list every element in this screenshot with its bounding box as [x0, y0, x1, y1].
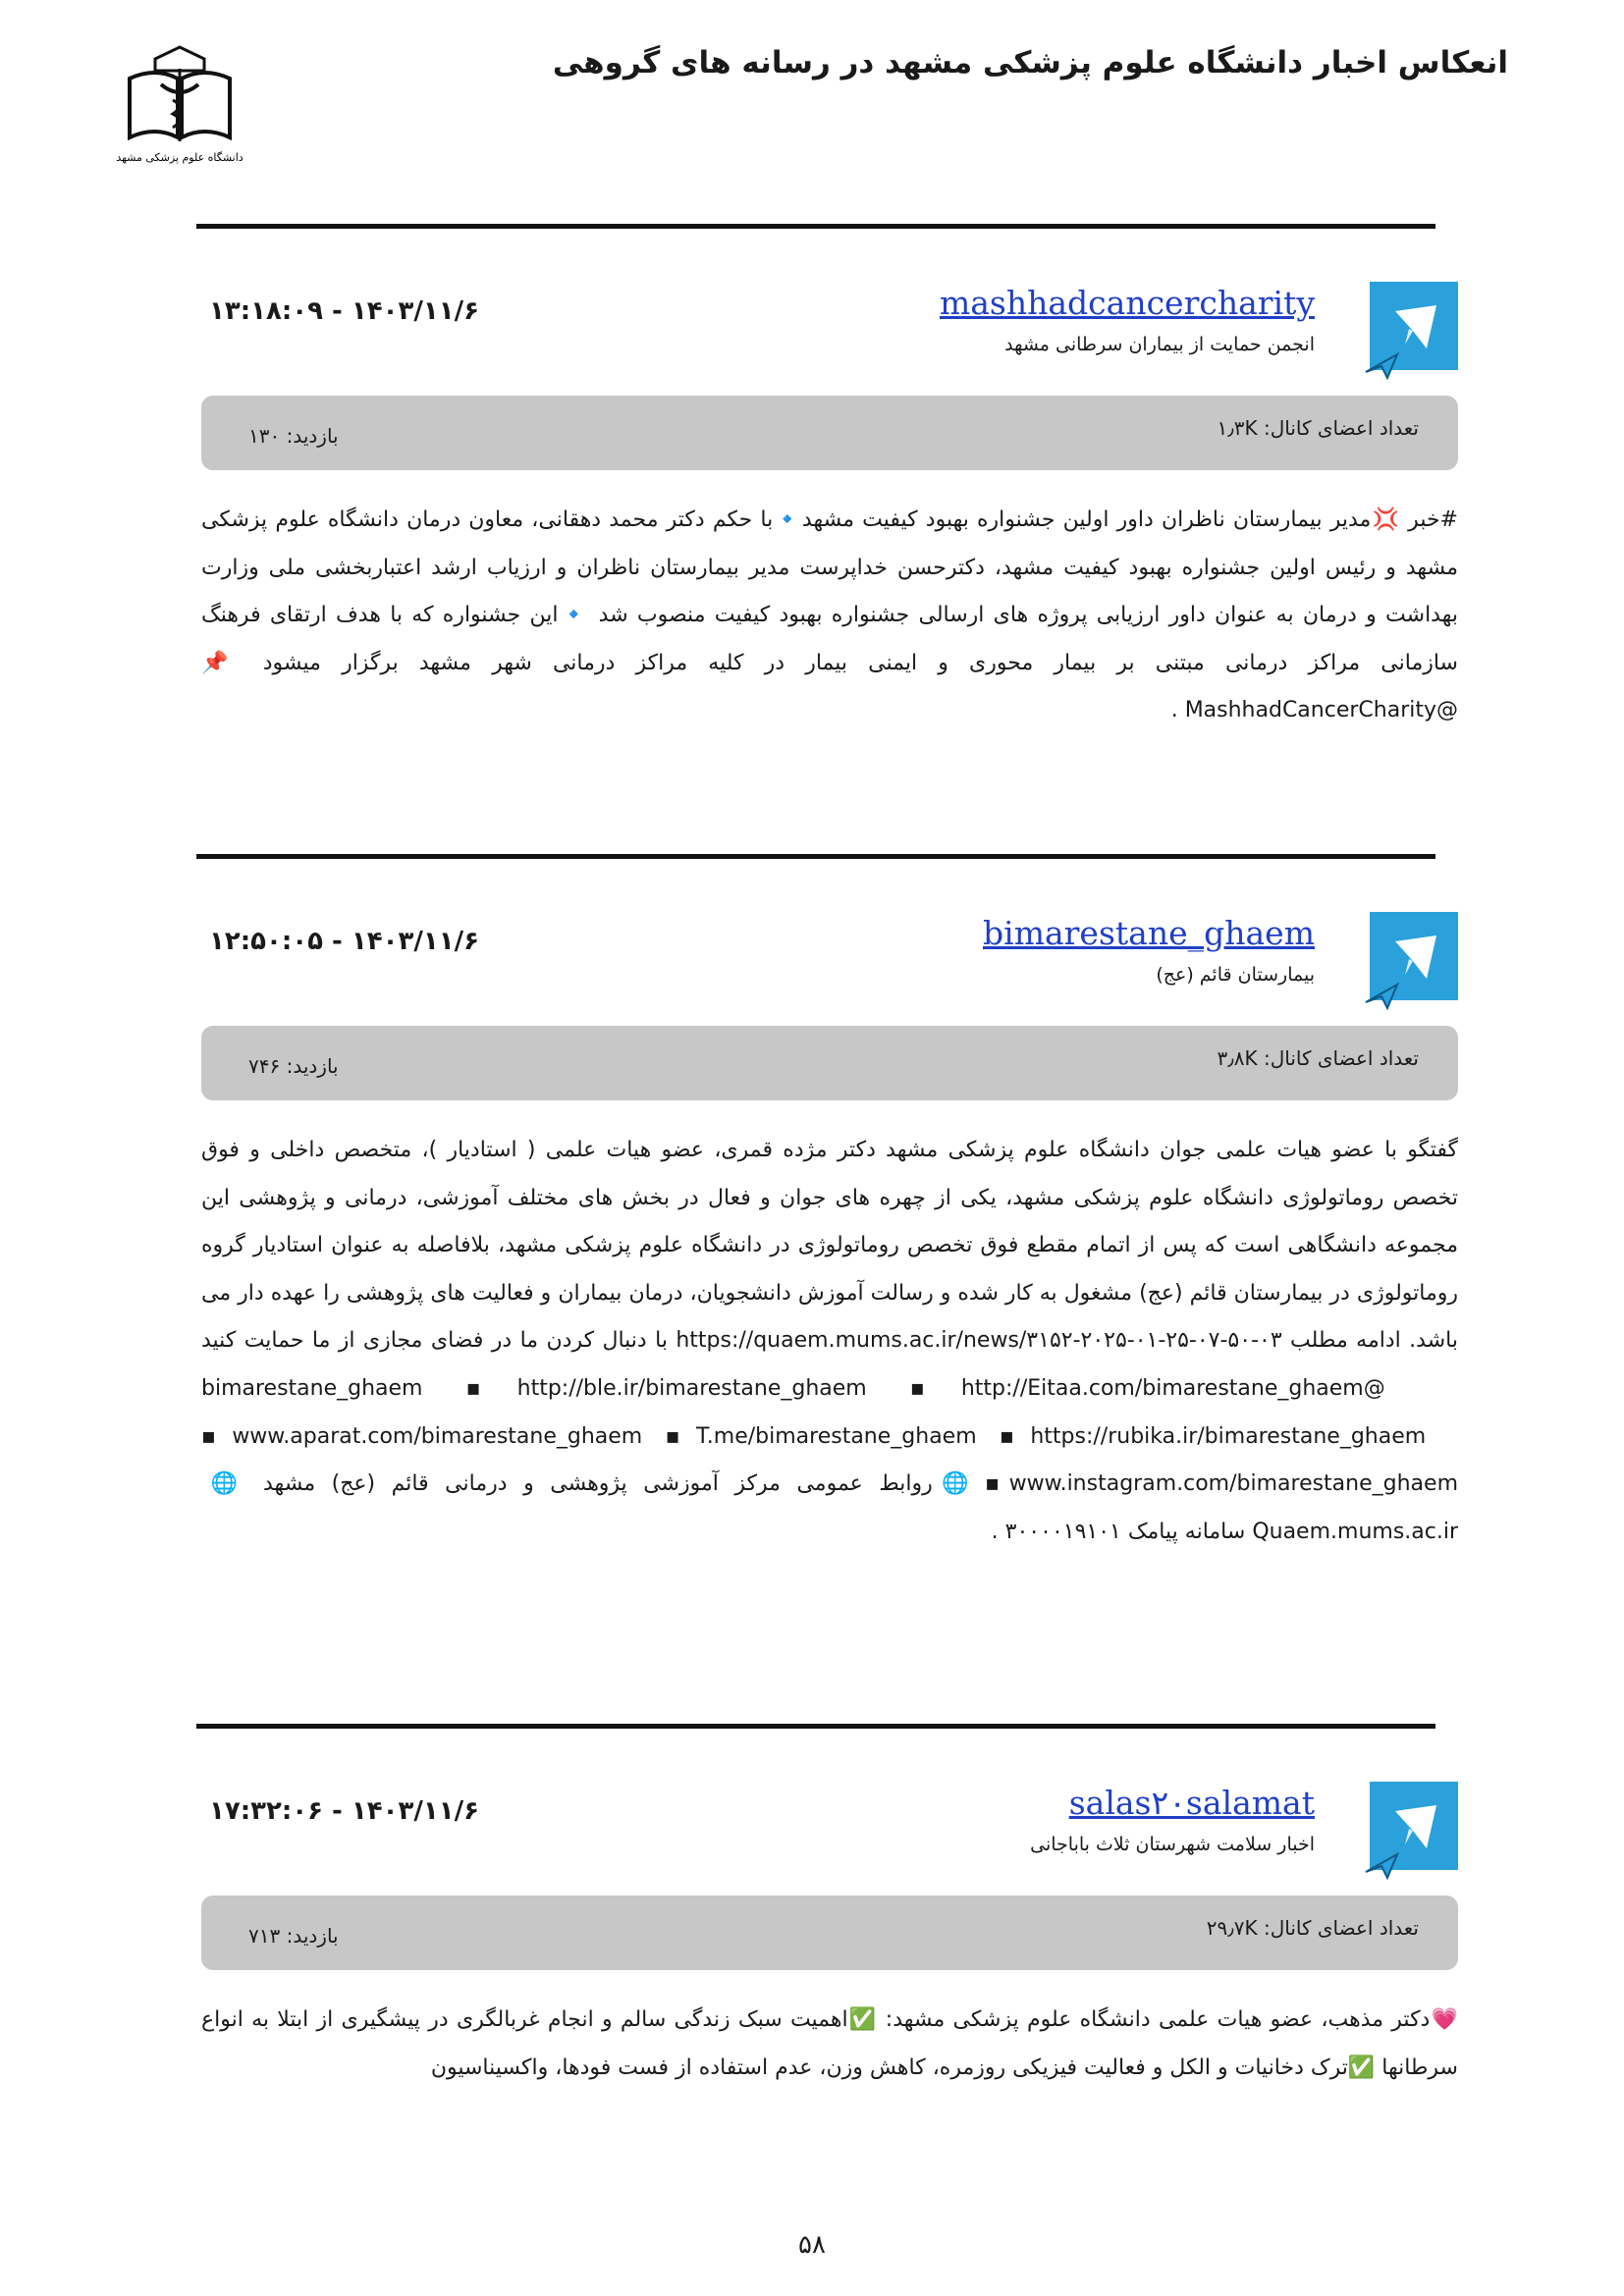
post-datetime: ۱۳:۱۸:۰۹ - ۱۴۰۳/۱۱/۶ — [209, 296, 479, 326]
post-card — [0, 854, 1624, 1561]
post-body: #خبر 💢مدیر بیمارستان ناظران داور اولین جشنواره بهبود کیفیت مشهد🔹با حکم دکتر محمد دهقانی، معاون درمان دانشگاه علوم پزشکی مشهد و رئیس اولین جشنواره بهبود کیفیت مشهد، دکترحسن خداپرست مدیر بیمارستان ناظران و ارزیاب ارشد اعتباربخشی ملی وزارت بهداشت و درمان به عنوان داور ارزیابی پروژه های ارسالی جشنواره بهبود کیفیت منصوب شد 🔹این جشنواره که با هدف ارتقای فرهنگ سازمانی مراکز درمانی مبتنی بر بیمار محوری و ایمنی بیمار در کلیه مراکز درمانی شهر مشهد برگزار میشود 📌@MashhadCancerCharity . — [201, 507, 1458, 723]
post-datetime: ۱۲:۵۰:۰۵ - ۱۴۰۳/۱۱/۶ — [209, 927, 479, 956]
section-divider — [196, 224, 1435, 229]
page-number: ۵۸ — [798, 2230, 826, 2260]
member-count: تعداد اعضای کانال: ۱٫۳K — [1217, 416, 1419, 440]
post-card — [0, 224, 1624, 734]
page-title: انعکاس اخبار دانشگاه علوم پزشکی مشهد در رسانه های گروهی — [552, 45, 1508, 80]
view-count: بازدید: ۱۳۰ — [248, 424, 339, 448]
channel-subtitle: اخبار سلامت شهرستان ثلاث باباجانی — [1030, 1834, 1315, 1855]
telegram-icon[interactable] — [1364, 1782, 1458, 1880]
telegram-icon[interactable] — [1364, 912, 1458, 1010]
svg-text:دانشگاه علوم پزشکی مشهد: دانشگاه علوم پزشکی مشهد — [116, 151, 244, 164]
member-count: تعداد اعضای کانال: ۲۹٫۷K — [1206, 1916, 1419, 1940]
stats-bar — [201, 1026, 1458, 1100]
channel-subtitle: بیمارستان قائم (عج) — [1156, 964, 1315, 986]
channel-link[interactable]: bimarestane_ghaem — [983, 914, 1315, 952]
member-count: تعداد اعضای کانال: ۳٫۸K — [1217, 1046, 1419, 1070]
stats-bar — [201, 1896, 1458, 1970]
post-body: گفتگو با عضو هیات علمی جوان دانشگاه علوم پزشکی مشهد دکتر مژده قمری، عضو هیات علمی ( استادیار )، متخصص داخلی و فوق تخصص روماتولوژی دانشگاه علوم پزشکی مشهد، یکی از چهره های جوان و فعال در بخش های مختلف آموزشی، درمانی و پژوهشی این مجموعه دانشگاهی است که پس از اتمام مقطع فوق تخصص روماتولوژی در دانشگاه علوم پزشکی مشهد، بلافاصله به عنوان استادیار گروه روماتولوژی در بیمارستان قائم (عج) مشغول به کار شده و رسالت آموزش دانشجویان، درمان بیماران و فعالیت های پژوهشی را عهده دار می باشد. ادامه مطلب https://quaem.mums.ac.ir/news/۳۱۵۲-۲۰۲۵-۰۱-۲۵-۰۷-۵۰-۰۳ با دنبال کردن ما در فضای مجازی از ما حمایت کنید @bimarestane_ghaem ▪http://ble.ir/bimarestane_ghaem ▪http://Eitaa.com/bimarestane_ghaem ▪www.aparat.com/bimarestane_ghaem ▪T.me/bimarestane_ghaem ▪https://rubika.ir/bimarestane_ghaem ▪www.instagram.com/bimarestane_ghaem 🌐روابط عمومی مرکز آموزشی پژوهشی و درمانی قائم (عج) مشهد 🌐Quaem.mums.ac.ir سامانه پیامک ۳۰۰۰۰۱۹۱۰۱ . — [201, 1138, 1459, 1544]
section-divider — [196, 1724, 1435, 1729]
university-logo — [116, 39, 244, 167]
post-body: 💗دکتر مذهب، عضو هیات علمی دانشگاه علوم پزشکی مشهد: ✅اهمیت سبک زندگی سالم و انجام غربالگری در پیشگیری از ابتلا به انواع سرطانها ✅ترک دخانیات و الکل و فعالیت فیزیکی روزمره، کاهش وزن، عدم استفاده از فست فودها، واکسیناسیون — [201, 2007, 1458, 2080]
post-datetime: ۱۷:۳۲:۰۶ - ۱۴۰۳/۱۱/۶ — [209, 1796, 479, 1826]
view-count: بازدید: ۷۴۶ — [248, 1054, 339, 1078]
section-divider — [196, 854, 1435, 859]
channel-link[interactable]: salas۲۰salamat — [1068, 1784, 1315, 1822]
telegram-icon[interactable] — [1364, 282, 1458, 380]
post-card — [0, 1724, 1624, 2136]
stats-bar — [201, 396, 1458, 470]
channel-subtitle: انجمن حمایت از بیماران سرطانی مشهد — [1004, 334, 1315, 355]
channel-link[interactable]: mashhadcancercharity — [939, 284, 1315, 322]
view-count: بازدید: ۷۱۳ — [248, 1924, 339, 1948]
